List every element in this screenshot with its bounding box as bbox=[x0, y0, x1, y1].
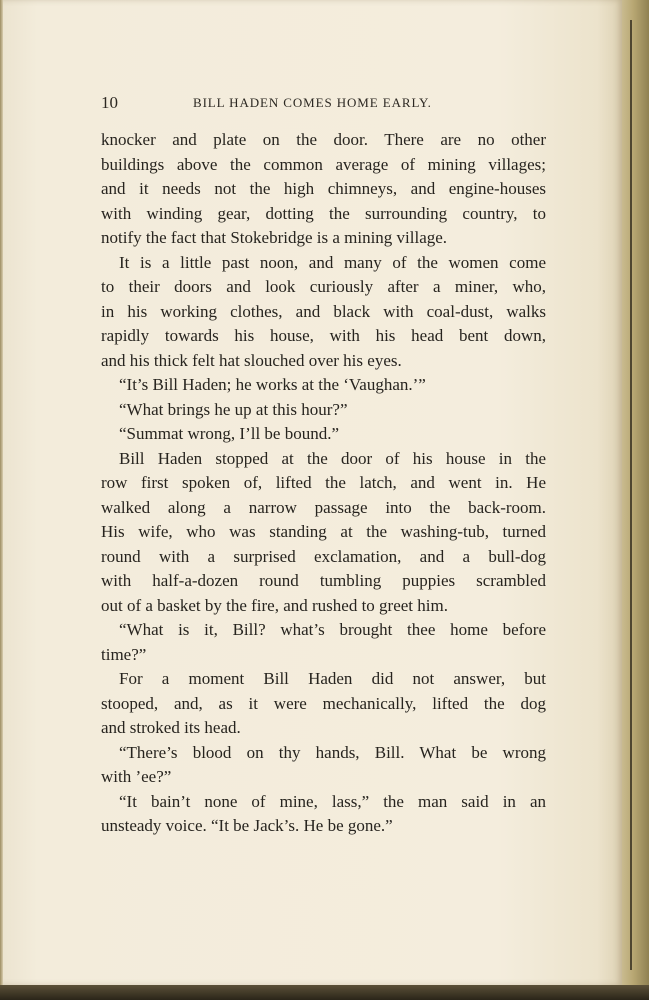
text-line: walked along a narrow passage into the back-room. bbox=[101, 497, 546, 517]
text-line: His wife, who was standing at the washing-tub, turned bbox=[101, 522, 546, 541]
text-line: with winding gear, dotting the surrounding country, to bbox=[101, 203, 546, 223]
text-line: “It’s Bill Haden; he works at the ‘Vaughan.’” bbox=[119, 375, 426, 394]
text-line: with ’ee?” bbox=[101, 767, 172, 786]
body-text bbox=[101, 128, 546, 839]
page-bottom-edge bbox=[0, 985, 649, 1000]
text-line: time?” bbox=[101, 644, 147, 664]
text-line: For a moment Bill Haden did not answer, but bbox=[119, 669, 546, 688]
running-head: BILL HADEN COMES HOME EARLY. bbox=[193, 95, 432, 110]
text-line: knocker and plate on the door. There are no other bbox=[101, 130, 546, 149]
text-line: “There’s blood on thy hands, Bill. What be wrong bbox=[119, 742, 546, 762]
text-line: with half-a-dozen round tumbling puppies scrambled bbox=[101, 571, 546, 590]
text-line: “What is it, Bill? what’s brought thee home before bbox=[119, 620, 546, 639]
page-gutter bbox=[0, 0, 3, 985]
text-line: and his thick felt hat slouched over his eyes. bbox=[101, 350, 402, 370]
binding-edge-line bbox=[630, 20, 632, 970]
page-number: 10 bbox=[101, 93, 118, 112]
page-edge bbox=[622, 0, 649, 985]
text-line: It is a little past noon, and many of the women come bbox=[119, 252, 546, 272]
text-line: notify the fact that Stokebridge is a mining village. bbox=[101, 228, 448, 247]
text-line: “Summat wrong, I’ll be bound.” bbox=[119, 424, 340, 443]
text-line: stooped, and, as it were mechanically, lifted the dog bbox=[101, 693, 546, 713]
text-line: and stroked its head. bbox=[101, 718, 241, 737]
text-line: “What brings he up at this hour?” bbox=[119, 399, 348, 419]
text-line: out of a basket by the fire, and rushed to greet him. bbox=[101, 595, 448, 615]
text-line: in his working clothes, and black with coal-dust, walks bbox=[101, 301, 546, 321]
text-line: and it needs not the high chimneys, and engine-houses bbox=[101, 179, 546, 198]
text-line: row first spoken of, lifted the latch, and went in. He bbox=[101, 473, 546, 492]
text-line: Bill Haden stopped at the door of his house in the bbox=[119, 448, 546, 468]
text-line: “It bain’t none of mine, lass,” the man said in an bbox=[119, 791, 546, 811]
text-line: rapidly towards his house, with his head bent down, bbox=[101, 326, 546, 345]
text-line: round with a surprised exclamation, and a bull-dog bbox=[101, 546, 546, 566]
text-line: to their doors and look curiously after a miner, who, bbox=[101, 277, 546, 296]
text-line: unsteady voice. “It be Jack’s. He be gone.” bbox=[101, 816, 393, 835]
text-line: buildings above the common average of mining villages; bbox=[101, 154, 546, 174]
page-header bbox=[101, 92, 546, 114]
